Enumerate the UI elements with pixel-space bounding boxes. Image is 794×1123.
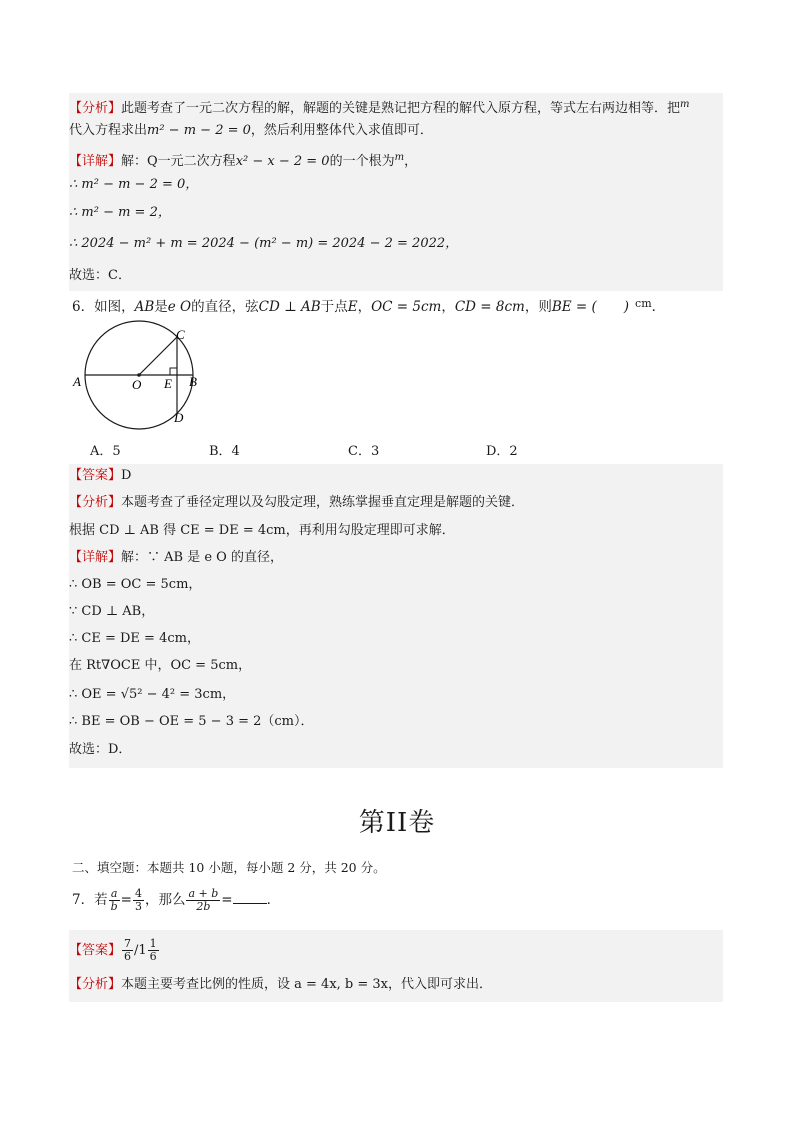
q6-analysis-line bbox=[69, 490, 723, 516]
q7-answer-fraction-2 bbox=[148, 938, 159, 963]
frac-den: 2b bbox=[196, 900, 211, 913]
q6-be: BE = ( ) bbox=[551, 299, 630, 315]
q5-analysis-text-2b: ，然后利用整体代入求值即可． bbox=[250, 123, 433, 138]
q7-answer-blank[interactable] bbox=[233, 889, 267, 904]
frac-num: 1 bbox=[149, 937, 157, 950]
q6-answer: 故选：D． bbox=[69, 742, 132, 757]
q7-stem-text: ，那么 bbox=[144, 892, 186, 908]
q7-answer-line bbox=[69, 934, 723, 968]
q6-option-c[interactable]: C．3 bbox=[348, 444, 380, 459]
q5-analysis-line-2 bbox=[69, 118, 723, 144]
q5-detail-var-m: m bbox=[394, 152, 405, 163]
q5-detail-text-1a: 解：Q一元二次方程 bbox=[121, 154, 236, 169]
q7-stem-text: 7．若 bbox=[72, 892, 108, 908]
equals: = bbox=[120, 892, 132, 908]
frac-den: b bbox=[110, 900, 118, 913]
detail-tag: 【详解】 bbox=[69, 154, 122, 169]
label-c: C bbox=[176, 327, 185, 342]
q5-answer: 故选：C． bbox=[69, 268, 131, 283]
frac-den: 6 bbox=[124, 950, 132, 963]
q7-analysis-text: 本题主要考查比例的性质，设 a = 4x, b = 3x，代入即可求出． bbox=[121, 977, 493, 992]
q5-step-2: ∴ m² − m = 2， bbox=[69, 205, 171, 220]
q6-stem-text: ， bbox=[357, 299, 372, 315]
analysis-tag: 【分析】 bbox=[69, 495, 122, 510]
q7-answer-fraction-1 bbox=[122, 938, 133, 963]
frac-num: a bbox=[109, 888, 120, 901]
q6-stem-text: ，则 bbox=[524, 299, 552, 315]
q6-option-b[interactable]: B．4 bbox=[209, 444, 240, 459]
q6-circle-figure bbox=[70, 320, 210, 430]
q6-stem-end: ． bbox=[651, 299, 666, 315]
q6-step-6: ∴ BE = OB − OE = 5 − 3 = 2（cm）． bbox=[69, 714, 314, 729]
q5-step-1: ∴ m² − m − 2 = 0， bbox=[69, 177, 199, 192]
q6-circle-o: e O bbox=[167, 299, 192, 315]
q6-oc: OC = 5cm bbox=[371, 299, 442, 315]
frac-num: 7 bbox=[124, 937, 132, 950]
q6-unit: cm bbox=[635, 297, 652, 310]
q6-analysis-text: 本题考查了垂径定理以及勾股定理，熟练掌握垂直定理是解题的关键． bbox=[121, 495, 525, 510]
q6-stem-text: ， bbox=[441, 299, 455, 315]
q6-answer-value: D bbox=[121, 468, 132, 483]
q6-cd: CD = 8cm bbox=[454, 299, 525, 315]
q5-analysis-line-1 bbox=[69, 92, 723, 118]
q6-stem-text: 于点 bbox=[320, 299, 348, 315]
q5-analysis-var-m: m bbox=[680, 99, 690, 110]
q5-detail-text-1c: ， bbox=[404, 154, 418, 169]
analysis-tag: 【分析】 bbox=[69, 977, 122, 992]
q6-step-2: ∵ CD ⊥ AB， bbox=[69, 604, 155, 619]
q6-detail-line bbox=[69, 545, 723, 571]
equals: = bbox=[221, 892, 233, 908]
analysis-tag: 【分析】 bbox=[69, 101, 122, 116]
q6-analysis-line-2: 根据 CD ⊥ AB 得 CE = DE = 4cm，再利用勾股定理即可求解． bbox=[69, 523, 455, 538]
q7-stem-end: ． bbox=[266, 892, 281, 908]
answer-tag: 【答案】 bbox=[69, 468, 122, 483]
answer-tag: 【答案】 bbox=[69, 943, 122, 958]
frac-den: 3 bbox=[134, 900, 142, 913]
q7-fraction-sum bbox=[186, 888, 220, 913]
q5-step-3: ∴ 2024 − m² + m = 2024 − (m² − m) = 2024 − 2 = 2022， bbox=[69, 236, 459, 251]
q6-answer-line bbox=[69, 463, 723, 489]
q6-option-a[interactable]: A．5 bbox=[90, 444, 121, 459]
q7-answer-sep: /1 bbox=[134, 943, 147, 958]
label-a: A bbox=[73, 374, 81, 389]
q6-step-1: ∴ OB = OC = 5cm， bbox=[69, 577, 202, 592]
label-o: O bbox=[132, 377, 142, 392]
frac-den: 6 bbox=[149, 950, 157, 963]
q6-detail-text: 解：∵ AB 是 e O 的直径， bbox=[121, 550, 283, 565]
q6-stem bbox=[72, 295, 665, 315]
q6-perp: CD ⊥ AB bbox=[258, 299, 321, 315]
q6-stem-text: 是 bbox=[154, 299, 168, 315]
q5-detail-text-1b: 的一个根为 bbox=[329, 154, 395, 169]
q6-stem-text: 的直径，弦 bbox=[191, 299, 259, 315]
q6-step-5: ∴ OE = √5² − 4² = 3cm， bbox=[69, 687, 236, 702]
section-description: 二、填空题：本题共 10 小题，每小题 2 分，共 20 分。 bbox=[72, 860, 386, 875]
detail-tag: 【详解】 bbox=[69, 550, 122, 565]
q5-analysis-text-2a: 代入方程求出 bbox=[69, 123, 148, 138]
q7-stem bbox=[72, 885, 280, 915]
q6-option-d[interactable]: D．2 bbox=[486, 444, 518, 459]
label-d: D bbox=[174, 410, 184, 425]
radius-oc bbox=[139, 337, 177, 375]
label-b: B bbox=[189, 374, 197, 389]
q5-detail-equation: x² − x − 2 = 0 bbox=[235, 154, 330, 169]
q7-fraction-a-b bbox=[109, 888, 120, 913]
frac-num: 4 bbox=[134, 887, 142, 900]
q6-stem-text: 6．如图， bbox=[72, 299, 135, 315]
section-title: 第II卷 bbox=[358, 808, 436, 838]
frac-num: a + b bbox=[188, 887, 219, 900]
q5-detail-line-1 bbox=[69, 145, 723, 171]
label-e: E bbox=[164, 376, 172, 391]
q6-step-3: ∴ CE = DE = 4cm， bbox=[69, 631, 200, 646]
q7-analysis-line bbox=[69, 972, 723, 998]
q6-ab: AB bbox=[134, 299, 155, 315]
q6-step-4: 在 Rt∇OCE 中，OC = 5cm， bbox=[69, 658, 252, 673]
q5-analysis-text-1: 此题考查了一元二次方程的解，解题的关键是熟记把方程的解代入原方程，等式左右两边相等．把 bbox=[121, 101, 681, 116]
q6-point-e: E bbox=[347, 299, 358, 315]
q7-fraction-4-3 bbox=[133, 888, 144, 913]
right-angle-mark bbox=[170, 368, 177, 375]
q5-analysis-equation: m² − m − 2 = 0 bbox=[147, 123, 251, 138]
